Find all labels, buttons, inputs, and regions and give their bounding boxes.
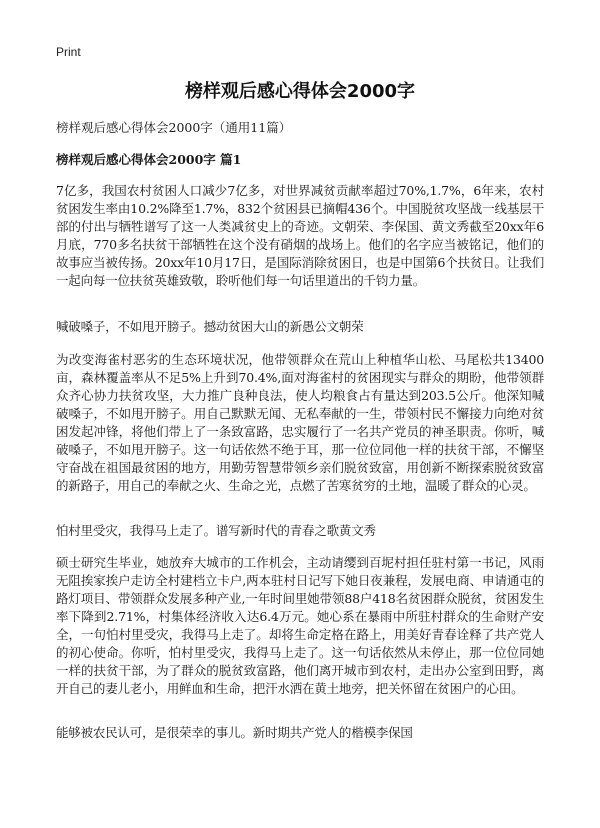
paragraph-subheading-wen-chaorong: 喊破嗓子，不如甩开膀子。撼动贫困大山的新愚公文朝荣: [56, 319, 364, 334]
paragraph-subheading-li-baoguo: 能够被农民认可，是很荣幸的事儿。新时期共产党人的楷模李保国: [56, 725, 413, 740]
paragraph-wen-chaorong: 为改变海雀村恶劣的生态环境状况，他带领群众在荒山上种植华山松、马尾松共13400亩，森林覆盖率从不足5%上升到70.4%,面对海雀村的贫困现实与群众的期盼，他带领群众齐心协力扶贫攻坚，大力推广良种良法，使人均粮食占有量达到203.5公斤。他深知喊破嗓子，不如甩开膀子。用自己默默无闻、无私奉献的一生，带领村民不懈接力向绝对贫困发起冲锋，将他们带上了一条致富路，忠实履行了一名共产党员的神圣职责。你听，喊破嗓子，不如甩开膀子。这一句话依然不绝于耳，那一位位同他一样的扶贫干部，不懈坚守奋战在祖国最贫困的地方，用勤劳智慧带领乡亲们脱贫致富，用创新不断探索脱贫致富的新路子，用自己的奉献之火、生命之光，点燃了苦寒贫穷的土地，温暖了群众的心灵。: [56, 352, 544, 493]
section-heading: 榜样观后感心得体会2000字 篇1: [56, 152, 242, 167]
page-title: 榜样观后感心得体会2000字: [184, 81, 416, 102]
paragraph-huang-wenxiu: 硕士研究生毕业，她放弃大城市的工作机会，主动请缨到百坭村担任驻村第一书记，风雨无阻挨家挨户走访全村建档立卡户,两本驻村日记写下她日夜兼程，发展电商、申请通屯的路灯项目、带领群众发展多种产业,一年时间里她带领88户418名贫困群众脱贫，贫困发生率下降到2.71%，村集体经济收入达6.4万元。她心系在暴雨中所驻村群众的生命财产安全，一句怕村里受灾，我得马上走了。却将生命定格在路上，用美好青春诠释了共产党人的初心使命。你听，怕村里受灾，我得马上走了。这一句话依然从未停止，那一位位同她一样的扶贫干部，为了群众的脱贫致富路，他们离开城市到农村，走出办公室到田野，离开自己的妻儿老小，用鲜血和生命，把汗水洒在黄土地旁，把关怀留在贫困户的心田。: [56, 555, 544, 696]
print-link[interactable]: Print: [56, 45, 81, 59]
paragraph-intro: 7亿多，我国农村贫困人口减少7亿多，对世界减贫贡献率超过70%,1.7%，6年来，农村贫困发生率由10.2%降至1.7%，832个贫困县已摘帽436个。中国脱贫攻坚战一线基层干部的付出与牺牲谱写了这一人类减贫史上的奇迹。文朝荣、李保国、黄文秀截至20xx年6月底，770多名扶贫干部牺牲在这个没有硝烟的战场上。他们的名字应当被铭记，他们的故事应当被传扬。20xx年10月17日，是国际消除贫困日，也是中国第6个扶贫日。让我们一起向每一位扶贫英雄致敬，聆听他们每一句话里道出的千钧力量。: [56, 183, 544, 288]
article-subtitle: 榜样观后感心得体会2000字（通用11篇）: [56, 120, 292, 135]
paragraph-subheading-huang-wenxiu: 怕村里受灾，我得马上走了。谱写新时代的青春之歌黄文秀: [56, 523, 376, 538]
